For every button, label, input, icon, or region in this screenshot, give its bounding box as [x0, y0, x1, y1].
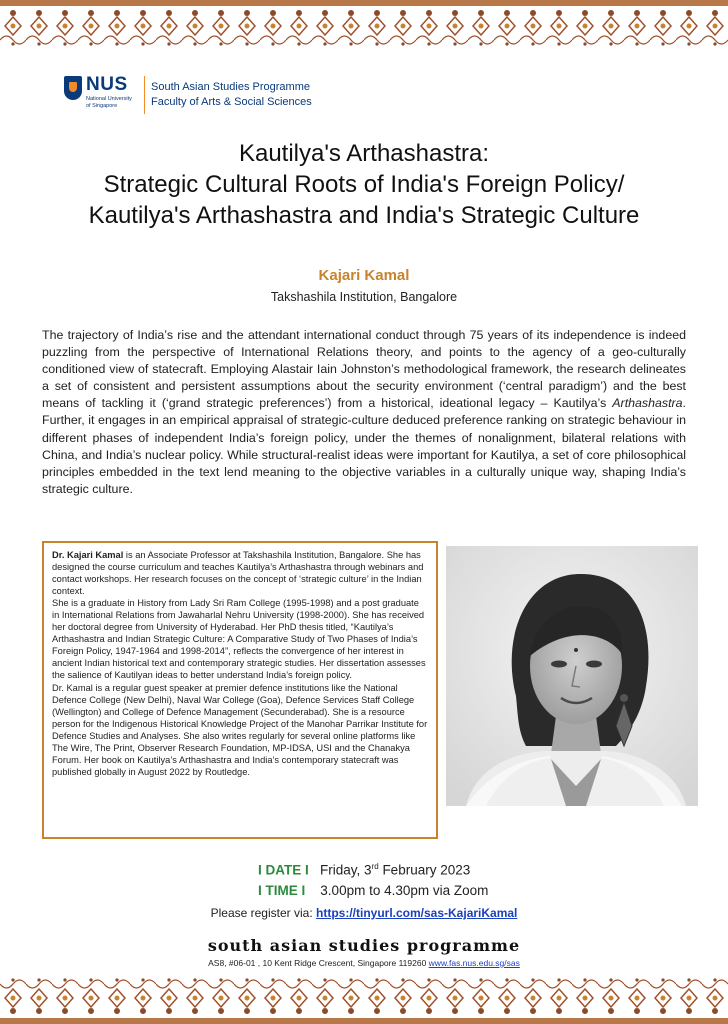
- nus-sas-logo: [64, 74, 364, 126]
- date-key: DATE: [265, 862, 302, 878]
- footer-programme-title: south asian studies programme: [207, 936, 521, 955]
- ornamental-border-icon: [0, 0, 728, 50]
- abstract-part-2: . Further, it engages in an empirical appraisal of strategic-culture deduced preference ranking on strategic behaviour in different phases of independent India’s foreign policy, under the themes of nonalignment, bilateral relations with China, and India’s nuclear policy. While structural-realist ideas were important for Kautilya, a set of core philosophical principles embedded in the text lend meaning to the objective variables in a culturally unique way, shaping India’s strategic culture.: [42, 396, 686, 496]
- speaker-bio-box: [42, 541, 438, 839]
- speaker-portrait: [446, 546, 698, 806]
- top-ornamental-border: [0, 0, 728, 50]
- bio-name: Dr. Kajari Kamal: [52, 550, 124, 560]
- bottom-ornamental-border: [0, 974, 728, 1024]
- date-ordinal: rd: [371, 862, 379, 871]
- event-date: [258, 862, 470, 878]
- speaker-name: Kajari Kamal: [318, 267, 410, 284]
- ornamental-border-icon: [0, 974, 728, 1024]
- bio-text-1: is an Associate Professor at Takshashila Institution, Bangalore. She has designed the course curriculum and teaches Kautilya’s Arthashastra through webinars and contact workshops. Her research focuses on the concept of ‘strategic culture’ in the Indian context.: [52, 550, 424, 597]
- time-value: 3.00pm to 4.30pm via Zoom: [320, 883, 489, 898]
- bio-paragraph-2: She is a graduate in History from Lady Sri Ram College (1995-1998) and a post graduate in International Relations from Jawaharlal Nehru University (1998-2000). She has received her doctoral degree from University of Hyderabad. Her PhD thesis titled, “Kautilya’s Arthashastra and Indian Strategic Culture: A Comparative Study of Two Phases of India’s Foreign Policy, 1947-1964 and 1998-2014”, reflects the convergence of her interest in ancient Indian historical text and contemporary strategic studies. Her dissertation assesses the salience of Kautilyan ideas to better understand India’s foreign policy.: [52, 598, 426, 681]
- speaker-affiliation: Takshashila Institution, Bangalore: [270, 290, 458, 304]
- footer-address: [0, 958, 728, 968]
- title-line-3: Kautilya's Arthashastra and India's Strategic Culture: [88, 202, 640, 229]
- date-label: I DATE I: [258, 862, 309, 878]
- bio-paragraph-3: Dr. Kamal is a regular guest speaker at premier defence institutions like the National Defence College (New Delhi), Naval War College (Goa), Defence Services Staff College (Wellington) and College of Defence Management (Secunderabad). She is a resource person for the Indigenous Historical Knowledge Project of the Manohar Parrikar Institute for Defence Studies and Analyses. She also writes regularly for several online platforms like The Wire, The Print, Observer Research Foundation, MP-IDSA, USI and the Chanakya Forum. Her book on Kautilya’s Arthashastra and India’s contemporary statecraft was published globally in August 2022 by Routledge.: [52, 682, 428, 777]
- title-line-1: Kautilya's Arthashastra:: [238, 140, 490, 167]
- register-label: Please register via:: [210, 906, 316, 920]
- abstract-italic: Arthashastra: [612, 396, 683, 411]
- logo-programme-text: [151, 80, 312, 110]
- speaker-portrait-icon: [446, 546, 698, 806]
- time-key: TIME: [265, 883, 298, 898]
- register-link[interactable]: https://tinyurl.com/sas-KajariKamal: [316, 906, 518, 920]
- talk-title: [40, 138, 688, 231]
- abstract-part-1: The trajectory of India’s rise and the attendant international conduct through 75 years of its independence is indeed puzzling from the perspective of International Relations theory, and points to the agency of a geo-culturally conditioned view of statecraft. Employing Alastair Iain Johnston’s methodological framework, the research delineates a set of consistent and persistent assumptions about the security environment (‘central paradigm’) and the best means of tackling it (‘grand strategic preferences’) from a historical, ideational legacy – Kautilya’s: [42, 328, 686, 411]
- nus-logo: [64, 74, 144, 114]
- time-label: I TIME I: [258, 883, 306, 898]
- logo-divider: [144, 76, 145, 114]
- date-day: Friday, 3: [320, 862, 372, 878]
- programme-name: South Asian Studies Programme: [151, 81, 310, 93]
- address-text: AS8, #06-01 , 10 Kent Ridge Crescent, Singapore 119260: [208, 958, 429, 968]
- nus-brand: NUS: [86, 74, 128, 95]
- website-link[interactable]: www.fas.nus.edu.sg/sas: [428, 958, 520, 968]
- nus-university-line: National University of Singapore: [86, 96, 132, 109]
- abstract: [42, 327, 686, 498]
- title-line-2: Strategic Cultural Roots of India's Foreign Policy/: [103, 171, 625, 198]
- date-rest: February 2023: [378, 862, 471, 878]
- nus-shield-icon: [64, 76, 82, 100]
- event-time: [258, 883, 488, 898]
- faculty-name: Faculty of Arts & Social Sciences: [151, 96, 312, 108]
- bio-paragraph-1: [52, 549, 428, 597]
- registration-line: [0, 906, 728, 920]
